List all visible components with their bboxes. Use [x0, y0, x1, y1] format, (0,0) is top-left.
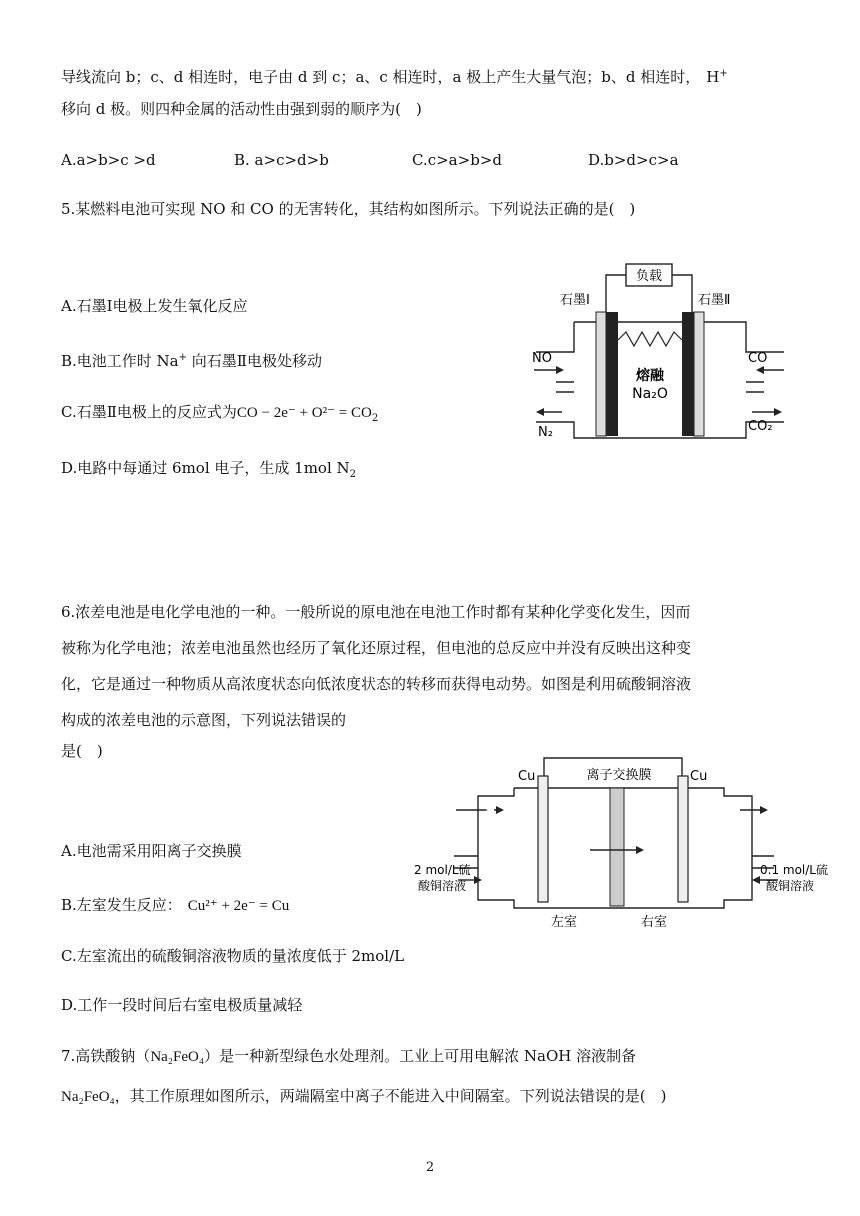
q7-line-1: 7.高铁酸钠（Na₂FeO₄）是一种新型绿色水处理剂。工业上可用电解浓 NaOH 溶液制备 [61, 1047, 637, 1065]
electrode-2-label: 石墨Ⅱ [698, 293, 731, 308]
co2-label: CO₂ [748, 419, 773, 434]
page-number: 2 [425, 1160, 435, 1175]
q4-option-b: B. a>c>d>b [234, 151, 329, 169]
left-solution-label-1: 2 mol/L硫 [414, 863, 471, 877]
electrolyte-label-2: Na₂O [632, 386, 668, 402]
q4-option-c: C.c>a>b>d [412, 151, 502, 169]
ion-exchange-membrane [610, 788, 624, 906]
cu-right-label: Cu [690, 769, 708, 784]
left-wire [606, 275, 626, 312]
q6-line-5: 是( ) [61, 742, 103, 760]
q6-option-d: D.工作一段时间后右室电极质量减轻 [61, 996, 303, 1014]
concentration-cell-diagram [414, 752, 846, 932]
right-wire [672, 275, 692, 312]
q5-option-b: B.电池工作时 Na+ 向石墨Ⅱ电极处移动 [61, 352, 322, 370]
cu-left-label: Cu [518, 769, 536, 784]
q6-option-a: A.电池需采用阳离子交换膜 [61, 842, 242, 860]
q4-option-d: D.b>d>c>a [588, 151, 679, 169]
right-solution-label-2: 酸铜溶液 [766, 879, 815, 893]
membrane-label: 离子交换膜 [586, 768, 652, 783]
q7-line-2: Na₂FeO₄，其工作原理如图所示，两端隔室中离子不能进入中间隔室。下列说法错误的是( ) [61, 1087, 667, 1105]
porous-layer-right [694, 312, 704, 436]
q6-option-b: B.左室发生反应： Cu²⁺ + 2e⁻ = Cu [61, 896, 290, 914]
q5-stem: 5.某燃料电池可实现 NO 和 CO 的无害转化，其结构如图所示。下列说法正确的是( ) [61, 200, 636, 218]
porous-layer-left [596, 312, 606, 436]
q5-option-c: C.石墨Ⅱ电极上的反应式为CO − $2e^- + O^{2-} = CO_2$ [61, 403, 379, 424]
electrode-1-label: 石墨Ⅰ [560, 293, 590, 308]
q4-option-a: A.a>b>c >d [61, 151, 156, 169]
q6-line-4: 构成的浓差电池的示意图，下列说法错误的 [61, 711, 347, 729]
graphite-1-electrode [606, 312, 618, 436]
container-outline [536, 322, 574, 352]
n2-label: N₂ [538, 425, 553, 440]
zigzag-line [618, 332, 682, 346]
fuel-cell-diagram [526, 262, 796, 442]
load-label: 负载 [635, 269, 663, 284]
q6-option-c: C.左室流出的硫酸铜溶液物质的量浓度低于 2mol/L [61, 947, 405, 965]
cu-left-electrode [538, 776, 548, 902]
right-room-label: 右室 [640, 915, 668, 930]
left-room-label: 左室 [550, 915, 578, 930]
graphite-2-electrode [682, 312, 694, 436]
electrolyte-label-1: 熔融 [636, 368, 664, 384]
no-label: NO [532, 351, 552, 366]
co-label: CO [748, 351, 768, 366]
left-solution-label-2: 酸铜溶液 [418, 879, 467, 893]
q6-line-3: 化，它是通过一种物质从高浓度状态向低浓度状态的转移而获得电动势。如图是利用硫酸铜溶液 [61, 675, 692, 693]
q5-option-d: D.电路中每通过 6mol 电子，生成 1mol $N_2$ [61, 459, 357, 480]
right-solution-label-1: 0.1 mol/L硫 [760, 863, 828, 877]
q6-line-1: 6.浓差电池是电化学电池的一种。一般所说的原电池在电池工作时都有某种化学变化发生，因而 [61, 603, 691, 621]
q4-line-1: 导线流向 b；c、d 相连时，电子由 d 到 c；a、c 相连时，a 极上产生大量气泡；b、d 相连时， H+ [61, 68, 728, 86]
q4-line-2: 移向 d 极。则四种金属的活动性由强到弱的顺序为( ) [61, 100, 422, 118]
q6-line-2: 被称为化学电池；浓差电池虽然也经历了氧化还原过程，但电池的总反应中并没有反映出这种变 [61, 639, 692, 657]
cu-right-electrode [678, 776, 688, 902]
q5-option-a: A.石墨Ⅰ电极上发生氧化反应 [61, 297, 248, 315]
